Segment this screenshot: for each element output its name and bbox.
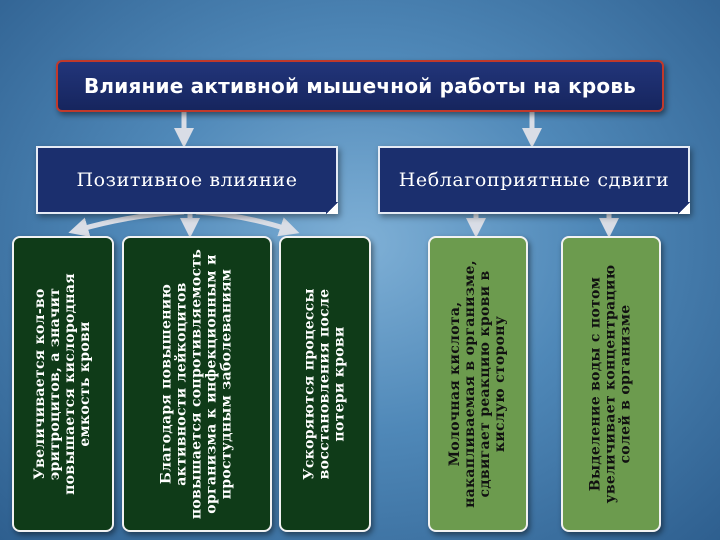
positive-effect-box-recovery (279, 236, 371, 532)
positive-effect-box-leukocytes (122, 236, 272, 532)
box-text: Молочная кислота, накапливаемая в организме, сдвигает реакцию крови в кислую сторону (447, 260, 508, 508)
box-text: Увеличивается кол-во эритроцитов, а значит повышается кислородная емкость крови (32, 273, 93, 495)
fold-corner-icon (326, 202, 338, 214)
diagram-title: Влияние активной мышечной работы на кровь (56, 60, 664, 112)
fold-corner-icon (678, 202, 690, 214)
negative-effect-box-lactic-acid (428, 236, 528, 532)
arrow-positive-to-box-3 (196, 212, 290, 230)
arrow-positive-to-box-1 (78, 212, 184, 230)
box-text: Ускоряются процессы восстановления после потери крови (301, 288, 348, 480)
negative-header (378, 146, 690, 214)
box-text: Выделение воды с потом увеличивает концентрацию солей в организме (587, 264, 634, 504)
negative-effect-box-salt-concentration (561, 236, 661, 532)
negative-header-label: Неблагоприятные сдвиги (398, 169, 670, 191)
positive-header-label: Позитивное влияние (76, 169, 298, 191)
positive-effect-box-erythrocytes (12, 236, 114, 532)
positive-header (36, 146, 338, 214)
box-text: Благодаря повышению активности лейкоцитов повышается сопротивляемость организма к инфекционным и простудным заболеваниям (158, 248, 235, 520)
